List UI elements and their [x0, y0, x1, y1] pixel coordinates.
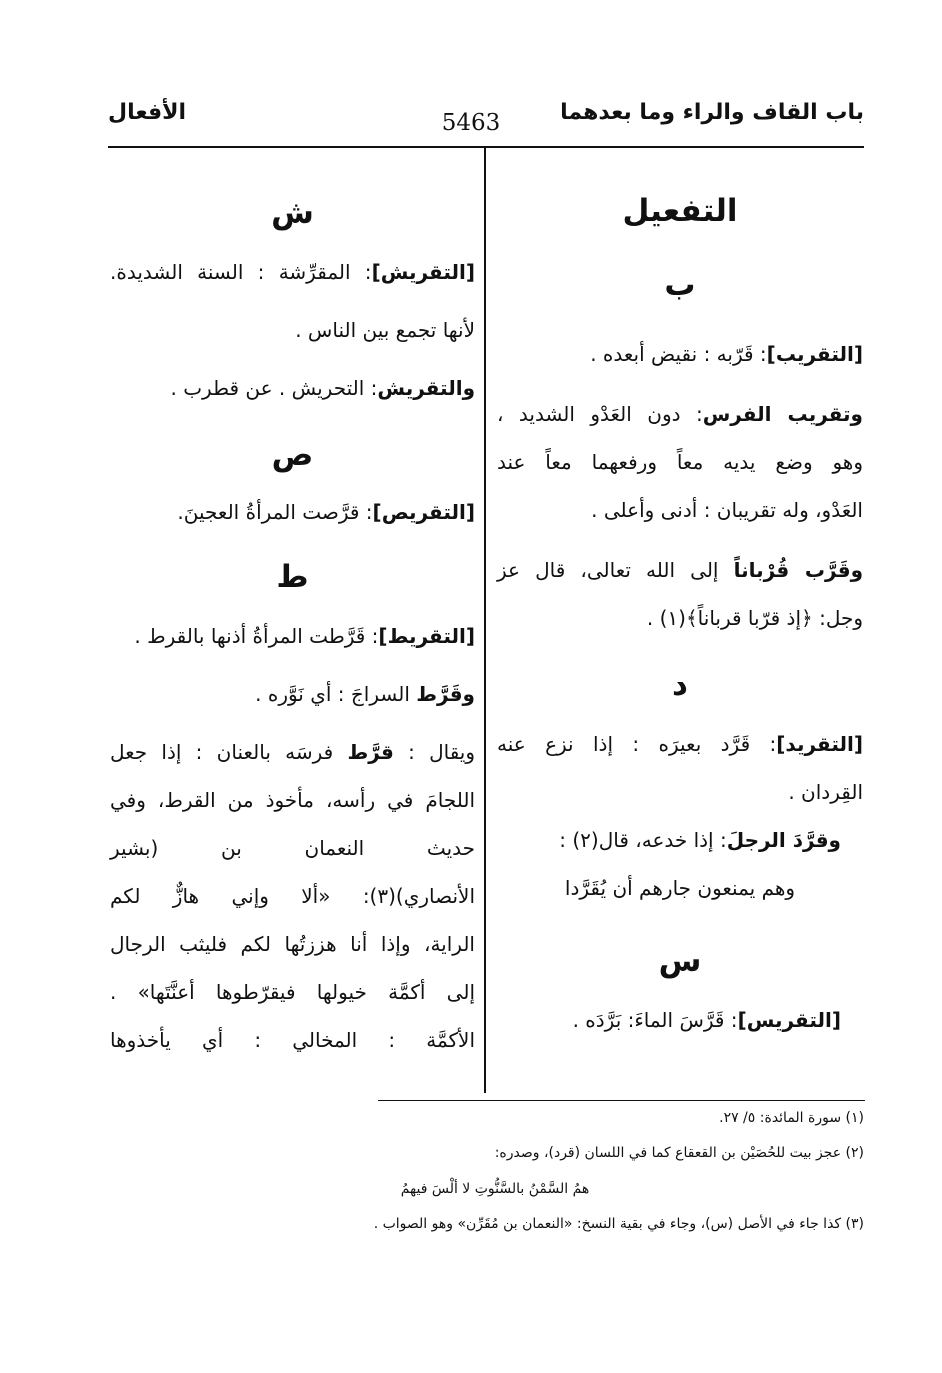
entry-term: وتقريب الفرس: [702, 402, 863, 426]
entry-taqrit: [110, 612, 475, 660]
entry-taqris-sad: [110, 488, 475, 536]
entry-term: [التقريط]: [378, 624, 475, 648]
letter-heading-sh: ش: [271, 195, 314, 231]
header-rule: [108, 146, 864, 148]
entry-text: : المقرِّشة : السنة الشديدة.: [110, 260, 372, 284]
poetry-verse: وهم يمنعون جارهم أن يُقَرَّدا: [564, 876, 796, 900]
entry-qarrata: [110, 670, 475, 718]
footnote-3: (٣) كذا جاء في الأصل (س)، وجاء في بقية النسخ: «النعمان بن مُقَرِّن» وهو الصواب .: [373, 1216, 864, 1232]
entry-taqrish-2: [110, 364, 475, 412]
entry-text: إلى الله تعالى، قال عز: [497, 558, 719, 582]
entry-text: السراجَ : أي نَوَّره .: [255, 682, 410, 706]
text-line: العَدْو، وله تقريبان : أدنى وأعلى .: [591, 498, 863, 522]
entry-text: : إذا خدعه، قال(٢) :: [559, 828, 727, 852]
entry-text: : قَرَّد بعيرَه : إذا نزع عنه: [497, 732, 777, 756]
text-line: القِردان .: [788, 780, 863, 804]
entry-term: [التقريد]: [776, 732, 863, 756]
entry-term: وقَرَّط: [416, 682, 475, 706]
entry-text: : قَرَّسَ الماءَ: بَرَّدَه .: [572, 1008, 738, 1032]
entry-term: [التقريص]: [372, 500, 475, 524]
text-line: لأنها تجمع بين الناس .: [295, 318, 475, 342]
entry-taqrib-faras: [497, 390, 863, 438]
entry-text: : قَرّبه : نقيض أبعده .: [590, 342, 767, 366]
entry-term: [التقريش]: [371, 260, 475, 284]
footnote-1: (١) سورة المائدة: ٥/ ٢٧.: [719, 1110, 864, 1126]
text-line: الأنصاري)(٣): «ألا وإني هازٌّ لكم: [110, 884, 475, 908]
entry-text: : دون العَدْو الشديد ،: [497, 402, 703, 426]
entry-text: : التحريش . عن قطرب .: [170, 376, 378, 400]
letter-heading-b: ب: [664, 267, 696, 303]
entry-term: والتقريش: [377, 376, 475, 400]
footnote-rule: [378, 1100, 865, 1101]
entry-term: [التقريب]: [766, 342, 863, 366]
letter-heading-sad: ص: [271, 437, 314, 473]
entry-text: فرسَه بالعنان : إذا جعل: [110, 740, 334, 764]
page-number: 5463: [441, 110, 501, 136]
entry-qurban: [497, 546, 863, 594]
section-title-tafeel: التفعيل: [622, 193, 738, 229]
entry-text: : قَرَّطت المرأةُ أذنها بالقرط .: [134, 624, 379, 648]
letter-heading-s: س: [658, 943, 702, 979]
text-line: اللجامَ في رأسه، مأخوذ من القرط، وفي: [110, 788, 475, 812]
letter-heading-ta: ط: [276, 559, 309, 595]
text-line: إلى أكمَّة خيولها فيقرّطوها أعنَّتَها» .: [110, 980, 475, 1004]
entry-taqrid: [497, 720, 863, 768]
right-column: [497, 160, 863, 1044]
text-line: الراية، وإذا أنا هززتُها لكم فليثب الرجال: [110, 932, 475, 956]
entry-text: ويقال :: [408, 740, 476, 764]
entry-text: : قرَّصت المرأةُ العجينَ.: [177, 500, 373, 524]
entry-term: وقَرَّب قُرْباناً: [733, 558, 863, 582]
entry-term: [التقريس]: [737, 1008, 841, 1032]
quran-quote-line: وجل: ﴿إذ قرّبا قرباناً﴾(١) .: [646, 606, 863, 630]
entry-term: وقرَّدَ الرجلَ: [726, 828, 841, 852]
entry-taqrib: [497, 330, 863, 378]
text-line: الأكمَّة : المخالي : أي يأخذوها: [110, 1028, 475, 1052]
text-line: حديث النعمان بن (بشير: [110, 836, 475, 860]
footnote-2-verse: همُ السَّمْنُ بالسَّنُّوتِ لا ألْسَ فيهمُ: [400, 1181, 590, 1197]
entry-taqrish: [110, 248, 475, 296]
letter-heading-d: د: [672, 667, 688, 703]
left-column: [110, 160, 475, 1064]
footnote-2: (٢) عجز بيت للحُصَيْن بن القعقاع كما في اللسان (قرد)، وصدره:: [494, 1145, 864, 1161]
text-line: وهو وضع يديه معاً ورفعهما معاً عند: [497, 450, 863, 474]
column-divider: [484, 147, 486, 1093]
entry-taqris: [497, 996, 863, 1044]
entry-qarrada: [497, 816, 863, 864]
chapter-title: باب القاف والراء وما بعدهما: [560, 100, 864, 125]
entry-term: قرَّط: [347, 740, 394, 764]
section-header-title: الأفعال: [108, 100, 187, 125]
entry-yuqal: [110, 728, 475, 776]
